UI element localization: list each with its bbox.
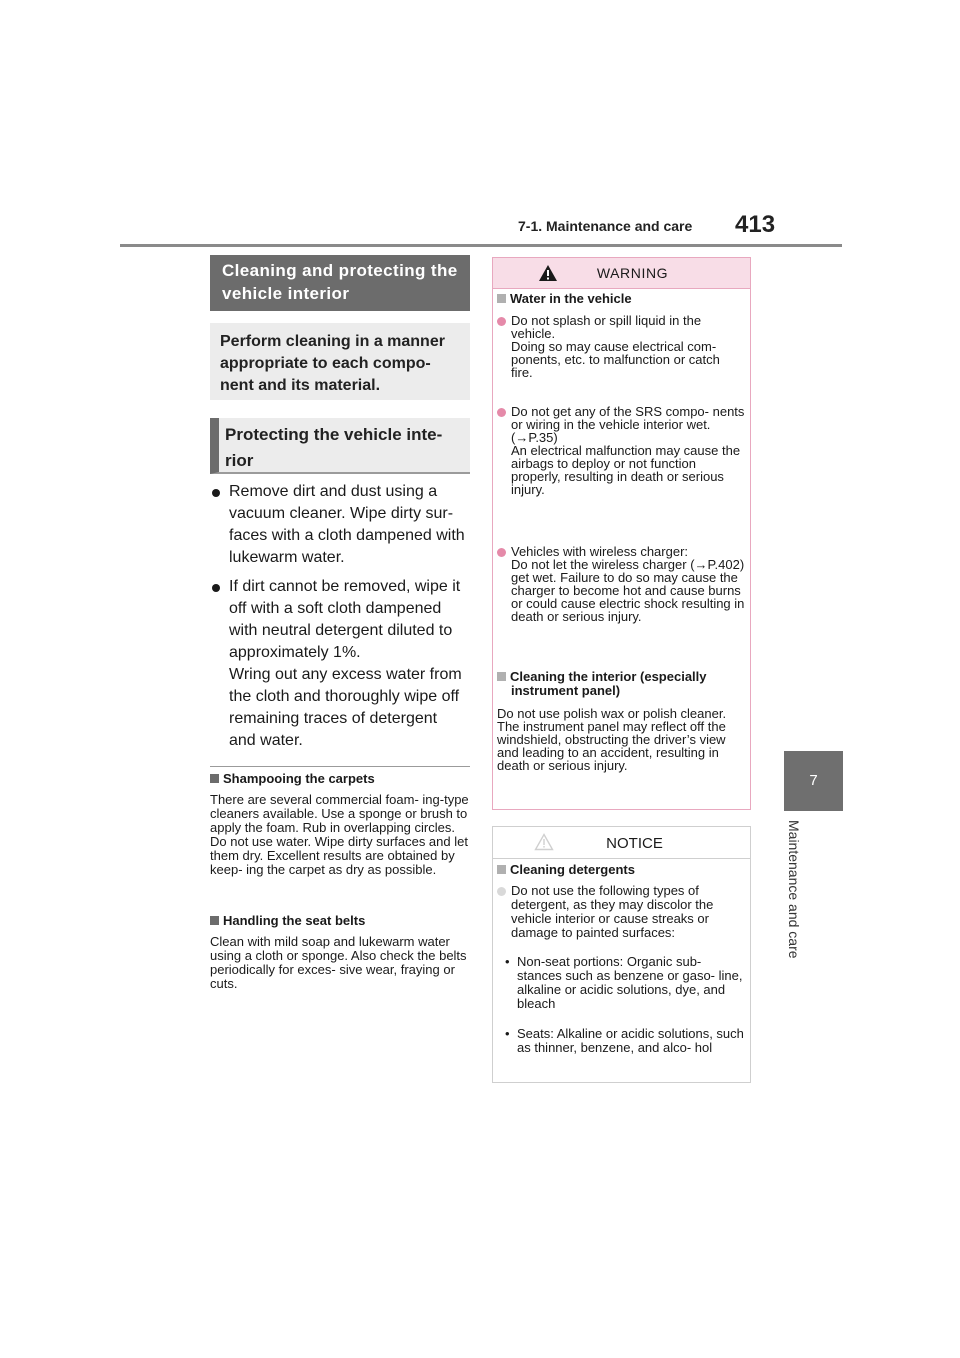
warning-box [492, 257, 751, 810]
sub-heading: Protecting the vehicle inte- rior [210, 418, 470, 474]
square-bullet-icon [497, 865, 506, 874]
square-bullet-icon [497, 672, 506, 681]
warning-item: Do not splash or spill liquid in the vehicle. Doing so may cause electrical com- ponents, etc. to malfunction or catch fire. [497, 314, 745, 379]
warning-body: Do not use polish wax or polish cleaner. The instrument panel may reflect off the windshield, obstructing the driver’s view and leading to an accident, resulting in death or serious injury. [497, 706, 727, 773]
bullet-list [212, 481, 468, 759]
notice-label: NOTICE [606, 835, 663, 852]
notice-section-title: Cleaning detergents [510, 862, 635, 877]
warning-header [493, 258, 750, 289]
note-shampooing [210, 771, 472, 877]
chapter-tab: 7 [784, 751, 843, 811]
left-divider [210, 766, 470, 767]
section-label: 7-1. Maintenance and care [518, 218, 693, 234]
bullet-text: If dirt cannot be removed, wipe it off with a soft cloth dampened with neutral detergent diluted to approximately 1%. [229, 578, 461, 661]
note-body: There are several commercial foam- ing-type cleaners available. Use a sponge or brush to apply the foam. Rub in overlapping circles. Do not use water. Wipe dirty surfaces and let them dry. Excellent results are obtained by keep- ing the carpet as dry as possible. [210, 792, 469, 877]
notice-box [492, 826, 751, 1083]
small-bullet-icon: • [505, 954, 510, 969]
header-divider [120, 244, 842, 247]
note-title: Shampooing the carpets [223, 771, 375, 786]
note-body: Clean with mild soap and lukewarm water using a cloth or sponge. Also check the belts periodically for exces- sive wear, fraying or cuts. [210, 934, 467, 991]
bullet-dot-icon [212, 489, 220, 497]
note-seat-belts [210, 913, 472, 991]
warning-label: WARNING [596, 265, 669, 281]
chapter-title-text: Maintenance and care [786, 820, 802, 959]
warning-section-title: Water in the vehicle [510, 291, 632, 306]
notice-item: Do not use the following types of detergent, as they may discolor the vehicle interior or cause streaks or damage to painted surfaces: [497, 884, 745, 940]
square-bullet-icon [210, 774, 219, 783]
small-bullet-icon: • [505, 1026, 510, 1041]
bullet-dot-icon [497, 408, 506, 417]
note-title: Handling the seat belts [223, 913, 366, 928]
intro-text: Perform cleaning in a manner appropriate to each compo- nent and its material. [210, 323, 470, 400]
square-bullet-icon [497, 294, 506, 303]
warning-item: Vehicles with wireless charger: Do not let the wireless charger (→P.402) get wet. Failure to do so may cause the charger to become hot and cause burns or could cause electric shock resulting in death or serious injury. [497, 545, 745, 623]
list-item [212, 481, 468, 569]
chapter-title [766, 820, 826, 980]
bullet-dot-icon [497, 887, 506, 896]
square-bullet-icon [210, 916, 219, 925]
notice-header [493, 827, 750, 859]
bullet-extra-text: Wring out any excess water from the cloth and thoroughly wipe off remaining traces of detergent and water. [229, 666, 462, 749]
bullet-dot-icon [212, 584, 220, 592]
bullet-dot-icon [497, 548, 506, 557]
list-item [212, 576, 468, 752]
main-heading: Cleaning and protecting the vehicle interior [210, 255, 470, 311]
bullet-text: Remove dirt and dust using a vacuum cleaner. Wipe dirty sur- faces with a cloth dampened with lukewarm water. [229, 483, 465, 566]
page-number: 413 [735, 211, 776, 238]
warning-section-title: Cleaning the interior (especially instrument panel) [510, 669, 707, 698]
warning-item: Do not get any of the SRS compo- nents or wiring in the vehicle interior wet. (→P.35) An electrical malfunction may cause the airbags to deploy or not function properly, resulting in death or serious injury. [497, 405, 745, 496]
notice-sub-item: • Non-seat portions: Organic sub- stances such as benzene or gaso- line, alkaline or acidic solutions, dye, and bleach [505, 954, 743, 1011]
notice-sub-item: • Seats: Alkaline or acidic solutions, such as thinner, benzene, and alco- hol [505, 1026, 744, 1055]
bullet-dot-icon [497, 317, 506, 326]
